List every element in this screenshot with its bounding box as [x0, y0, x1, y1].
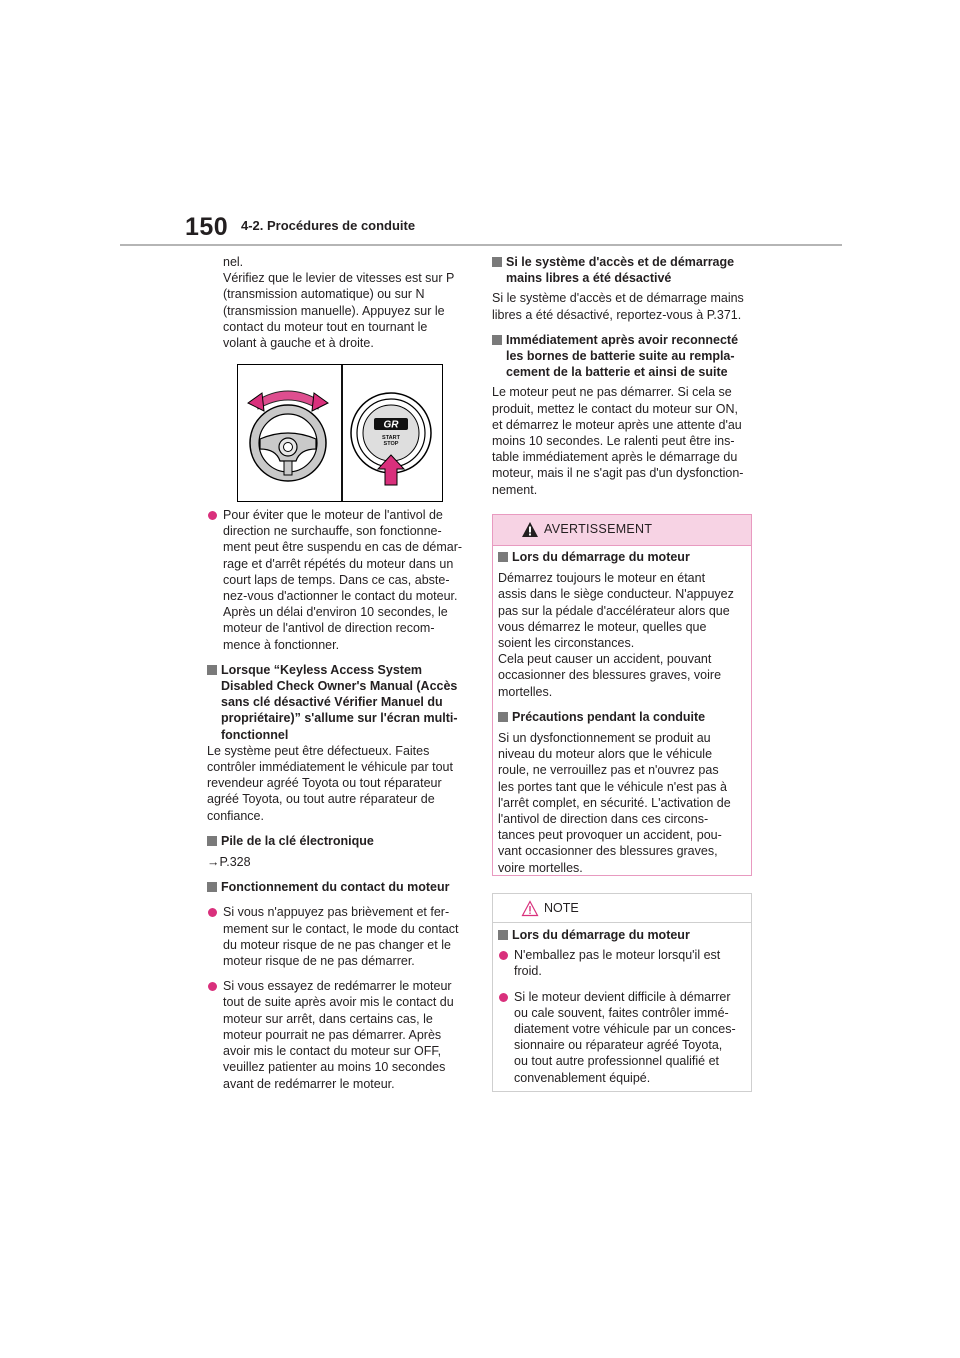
warning-heading-conduite: Précautions pendant la conduite	[498, 709, 748, 725]
warning-para-demarrage: Démarrez toujours le moteur en étant assis dans le siège conducteur. N'appuyez pas sur la pédale d'accélérateur alors que vous démarrez le moteur, quelles que soient les circonstances. Cela peut causer un accident, pouvant occasionner des blessures graves, voire mortelles.	[498, 571, 734, 699]
left-intro-block	[223, 254, 475, 351]
warning-para-conduite: Si un dysfonctionnement se produit au niveau du moteur alors que le véhicule roule, ne verrouillez pas et n'ouvrez pas les portes tant que le véhicule n'est pas à l'arrêt complet, en sécurité. L'activation de l'antivol de direction dans ces circons- tances peut provoquer un accident, pou- vant occasionner des blessures graves, voire mortelles.	[498, 731, 731, 875]
gr-logo-text: GR	[383, 419, 399, 431]
illustration	[238, 365, 442, 501]
warning-box	[492, 514, 752, 876]
warning-heading-demarrage: Lors du démarrage du moteur	[498, 549, 748, 565]
bullet-redemarrer: Si vous essayez de redémarrer le moteur tout de suite après avoir mis le contact du moteur sur arrêt, dans certains cas, le moteur pourrait ne pas démarrer. Après avoir mis le contact du moteur sur OFF, veuillez patienter au moins 10 secondes avant de redémarrer le moteur.	[207, 978, 475, 1091]
warning-triangle-icon	[521, 521, 539, 538]
note-label: NOTE	[544, 901, 579, 915]
header-rule	[120, 244, 842, 246]
left-lower-block	[207, 507, 475, 1092]
note-header	[493, 894, 751, 923]
heading-keyless: Lorsque “Keyless Access System Disabled Check Owner's Manual (Accès sans clé désactivé Vérifier Manuel du propriétaire)” s'allume sur l'écran multi- fonctionnel	[207, 662, 475, 743]
heading-batterie: Immédiatement après avoir reconnecté les bornes de batterie suite au rempla- cement de la batterie et ainsi de suite	[492, 332, 760, 381]
right-top-block	[492, 254, 760, 498]
note-bullet-emballez: N'emballez pas le moteur lorsqu'il est froid.	[498, 947, 748, 979]
button-label-start: START	[382, 435, 400, 441]
button-label-stop: STOP	[383, 441, 399, 447]
section-title: 4-2. Procédures de conduite	[241, 218, 416, 233]
heading-fonctionnement: Fonctionnement du contact du moteur	[207, 879, 475, 895]
ref-pile: →P.328	[207, 855, 251, 870]
note-content	[498, 927, 748, 1086]
note-triangle-icon	[521, 900, 539, 917]
note-heading: Lors du démarrage du moteur	[498, 927, 748, 943]
warning-label: AVERTISSEMENT	[544, 522, 653, 536]
bullet-breve: Si vous n'appuyez pas brièvement et fer- mement sur le contact, le mode du contact du moteur risque de ne pas changer et le moteur risque de ne pas démarrer.	[207, 904, 475, 969]
heading-desactive: Si le système d'accès et de démarrage mains libres a été désactivé	[492, 254, 760, 286]
heading-pile: Pile de la clé électronique	[207, 833, 475, 849]
para-batterie: Le moteur peut ne pas démarrer. Si cela se produit, mettez le contact du moteur sur ON, et démarrez le moteur après une attente d'au moins 10 secondes. Le ralenti peut être ins- table immédiatement après le démarrage du moteur, mais il ne s'agit pas d'un dysfonction- nement.	[492, 385, 744, 497]
steering-wheel-icon	[250, 405, 326, 481]
para-keyless: Le système peut être défectueux. Faites contrôler immédiatement le véhicule par tout revendeur agréé Toyota ou tout réparateur agréé Toyota, ou tout autre réparateur de confiance.	[207, 743, 453, 823]
figure-divider	[341, 365, 343, 501]
bullet-antivol: Pour éviter que le moteur de l'antivol de direction ne surchauffe, son fonctionne- ment peut être suspendu en cas de démar- rage et d'arrêt répétés du moteur dans un court laps de temps. Dans ce cas, abste- nez-vous d'actionner le contact du moteur. Après un délai d'environ 10 secondes, le moteur de l'antivol de direction recom- mence à fonctionner.	[207, 507, 475, 653]
warning-content	[498, 549, 748, 876]
note-box	[492, 893, 752, 1092]
intro-paragraph: nel. Vérifiez que le levier de vitesses est sur P (transmission automatique) ou sur N (transmission manuelle). Appuyez sur le contact du moteur tout en tournant le volant à gauche et à droite.	[223, 255, 455, 351]
warning-header	[493, 515, 751, 546]
note-bullet-difficile: Si le moteur devient difficile à démarrer ou cale souvent, faites contrôler immé- diatement votre véhicule par un conces- sionnaire ou réparateur agréé Toyota, ou tout autre professionnel qualifié et convenablement équipé.	[498, 989, 748, 1086]
para-desactive: Si le système d'accès et de démarrage mains libres a été désactivé, reportez-vous à P.371.	[492, 291, 744, 322]
page-number: 150	[185, 213, 229, 241]
steering-and-start-button-figure	[237, 364, 443, 502]
